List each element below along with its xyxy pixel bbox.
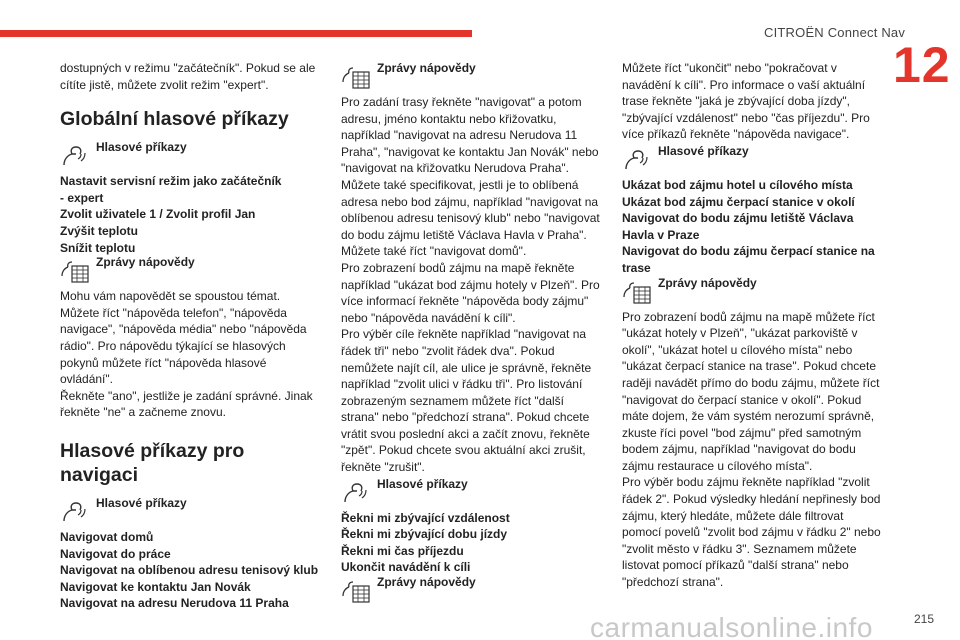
help-messages-block [341,574,603,602]
help-message-icon [341,576,371,604]
voice-command-icon [60,497,90,525]
help-messages-block [341,60,603,88]
voice-commands-label: Hlasové příkazy [96,140,187,155]
command-line: Zvolit uživatele 1 / Zvolit profil Jan [60,207,256,222]
command-line: Navigovat do práce [60,546,171,561]
heading-global-voice-commands: Globální hlasové příkazy [60,108,289,131]
help-messages-block [622,275,884,303]
command-line: Snížit teplotu [60,240,136,255]
command-line: Navigovat ke kontaktu Jan Novák [60,579,251,594]
help-message-icon [60,256,90,284]
voice-commands-label: Hlasové příkazy [377,476,468,491]
command-line: Řekni mi zbývající vzdálenost [341,510,510,525]
voice-commands-block [60,495,322,523]
voice-commands-block [341,476,603,504]
help-messages-label: Zprávy nápovědy [377,575,476,590]
command-line: - expert [60,190,104,205]
help-text: Pro výběr bodu zájmu řekněte například "zvolit řádek 2". Pokud výsledky hledání nepřinesly bod zájmu, který hledáte, můžete dále filtrovat pomocí povelů "zvolit bod zájmu v řádku 2" nebo "zvolit město v řádku 3". Seznamem můžete listovat pomocí příkazů "další strana" nebo "předchozí strana". [622,475,881,590]
column-2 [341,60,603,608]
heading-navigation-voice-commands [60,439,322,487]
help-message-icon [341,62,371,90]
nav-commands-list [60,529,322,612]
page-number: 215 [914,612,935,626]
trip-commands-list [341,510,603,576]
header-accent-bar [0,30,472,37]
poi-commands-list [622,177,884,277]
command-line: Nastavit servisní režim jako začátečník [60,174,282,189]
command-line: Zvýšit teplotu [60,223,139,238]
global-commands-list [60,173,322,256]
voice-command-icon [622,145,652,173]
help-messages-label: Zprávy nápovědy [96,255,195,270]
help-messages-label: Zprávy nápovědy [658,275,757,290]
chapter-number: 12 [893,37,951,93]
heading-line: Hlasové příkazy pro [60,439,245,462]
heading-line: navigaci [60,463,139,486]
command-line: Ukázat bod zájmu čerpací stanice v okolí [622,194,855,209]
voice-command-icon [60,141,90,169]
command-line: Navigovat do bodu zájmu čerpací stanice na trase [622,244,875,275]
command-line: Navigovat domů [60,529,154,544]
help-messages-label: Zprávy nápovědy [377,61,476,75]
column-1 [60,60,322,612]
intro-text: dostupných v režimu "začátečník". Pokud se ale cítíte jistě, můžete zvolit režim "expert". [60,61,316,92]
command-line: Navigovat do bodu zájmu letiště Václava Havla v Praze [622,211,854,242]
help-text: Pro zobrazení bodů zájmu na mapě můžete říct "ukázat hotely v Plzeň", "ukázat parkoviště v okolí", "ukázat hotel u cílového místa" nebo "ukázat čerpací stanice na trase". Pokud chcete raději navádět přímo do bodu zájmu, můžete říct "navigovat do čerpací stanice v okolí". Pokud máte dojem, že vám systém nerozumí správně, zkuste říci povel "bod zájmu" před samotným bodem zájmu, například "navigovat do bodu zájmu restaurace u cílového místa". [622,309,880,473]
help-text: Pro zobrazení bodů zájmu na mapě řekněte například "ukázat bod zájmu hotely v Plzeň". Pro více informací řekněte "nápověda body zájmu" nebo "nápověda navádění k cíli". [341,260,600,325]
command-line: Ukončit navádění k cíli [341,560,471,575]
help-text: Mohu vám napovědět se spoustou témat. Můžete říct "nápověda telefon", "nápověda navigace", "nápověda média" nebo "nápověda rádio". Pro nápovědu týkající se hlasových pokynů můžete říct "nápověda hlasové ovládání". [60,289,307,387]
command-line: Navigovat na adresu Nerudova 11 Praha [60,596,289,611]
voice-commands-label: Hlasové příkazy [658,143,749,158]
voice-command-icon [341,478,371,506]
voice-commands-block [622,143,884,171]
help-text: Řekněte "ano", jestliže je zadání správné. Jinak řekněte "ne" a začneme znovu. [60,388,313,420]
help-message-icon [622,277,652,305]
command-line: Řekni mi zbývající dobu jízdy [341,527,508,542]
help-text: Můžete říct "ukončit" nebo "pokračovat v navádění k cíli". Pro informace o vaší aktuální trase řekněte "jaká je zbývající doba jízdy", "zbývající vzdálenost" nebo "čas příjezdu". Pro více příkazů řekněte "nápověda navigace". [622,61,870,142]
command-line: Navigovat na oblíbenou adresu tenisový klub [60,563,319,578]
help-text: Pro výběr cíle řekněte například "navigovat na řádek tři" nebo "zvolit řádek dva". Pokud nemůžete najít cíl, ale ulice je správně, řekněte například "zvolit ulici v řádku tři". Pro listování zobrazeným seznamem můžete říct "další strana" nebo "předchozí strana". Pokud chcete vrátit svou poslední akci a začít znovu, řekněte "zpět". Pokud chcete svou aktuální akci zrušit, řekněte "zrušit". [341,327,592,475]
voice-commands-block [60,139,322,167]
header-title: CITROËN Connect Nav [764,25,906,40]
command-line: Řekni mi čas příjezdu [341,543,464,558]
voice-commands-label: Hlasové příkazy [96,495,187,510]
help-messages-block [60,254,322,282]
command-line: Ukázat bod zájmu hotel u cílového místa [622,177,853,192]
watermark: carmanualsonline.info [590,612,873,640]
column-3 [622,60,884,591]
help-text: Pro zadání trasy řekněte "navigovat" a potom adresu, jméno kontaktu nebo křižovatku, například "navigovat na adresu Nerudova 11 Praha", "navigovat ke kontaktu Jan Novák" nebo "navigovat na křižovatku Nerudova Praha". Můžete také specifikovat, jestli je to oblíbená adresa nebo bod zájmu, například "navigovat na oblíbenou adresu tenisový klub" nebo "navigovat do bodu zájmu letiště Václava Havla v Praha". Můžete také říct "navigovat domů". [341,95,600,259]
